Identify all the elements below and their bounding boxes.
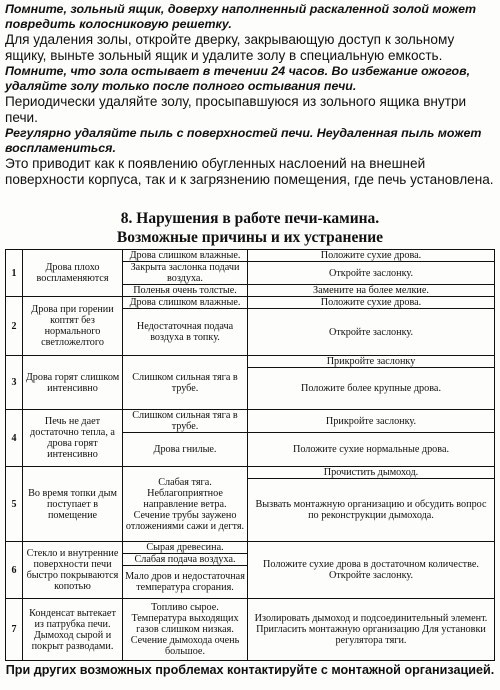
- table-row: [6, 250, 495, 262]
- remedy-cell: Положите сухие нормальные дрова.: [248, 433, 495, 467]
- remedy-cell: Замените на более мелкие.: [248, 285, 495, 297]
- cause-cell: Слишком сильная тяга в трубе.: [123, 410, 248, 433]
- cause-cell: Поленья очень толстые.: [123, 285, 248, 297]
- remedy-cell: Положите сухие дрова в достаточном количестве. Откройте заслонку.: [248, 542, 495, 599]
- table-row: [6, 356, 495, 368]
- remedy-cell: Прикройте заслонку.: [248, 410, 495, 433]
- row-number: 5: [6, 467, 23, 542]
- remedy-cell: Откройте заслонку.: [248, 262, 495, 285]
- intro-paragraph: Помните, что зола остывает в течении 24 часов. Во избежание ожогов, удаляйте золу только после полного остывания печи.: [5, 64, 471, 93]
- intro-paragraph: Регулярно удаляйте пыль с поверхностей печи. Неудаленная пыль может воспламениться.: [5, 126, 482, 155]
- problem-cell: Конденсат вытекает из патрубка печи. Дымоход сырой и покрыт разводами.: [23, 599, 123, 661]
- section-title-line: 8. Нарушения в работе печи-камина.: [120, 210, 380, 227]
- row-number: 6: [6, 542, 23, 599]
- problem-cell: Стекло и внутренние поверхности печи быстро покрываются копотью: [23, 542, 123, 599]
- cause-cell: Мало дров и недостаточная температура сгорания.: [123, 566, 248, 599]
- cause-cell: Дрова слишком влажные.: [123, 250, 248, 262]
- row-number: 4: [6, 410, 23, 467]
- cause-cell: Дрова слишком влажные.: [123, 297, 248, 309]
- cause-cell: Недостаточная подача воздуха в топку.: [123, 309, 248, 356]
- problem-cell: Дрова при горении коптят без нормального светложелтого: [23, 297, 123, 356]
- intro-paragraph: Для удаления золы, откройте дверку, закрывающую доступ к зольному ящику, выньте зольный ящик и удалите золу в специальную емкость.: [5, 32, 455, 63]
- remedy-cell: Изолировать дымоход и подсоединительный элемент. Пригласить монтажную организацию Для установки регулятора тяги.: [248, 599, 495, 661]
- remedy-cell: Прочистить дымоход.: [248, 467, 495, 479]
- row-number: 1: [6, 250, 23, 297]
- remedy-cell: Положите сухие дрова.: [248, 297, 495, 309]
- row-number: 2: [6, 297, 23, 356]
- table-row: [6, 467, 495, 479]
- remedy-cell: Положите сухие дрова.: [248, 250, 495, 262]
- section-title: [0, 209, 500, 247]
- intro-text: [5, 2, 495, 188]
- table-row: [6, 599, 495, 661]
- remedy-cell: Откройте заслонку.: [248, 309, 495, 356]
- remedy-cell: Положите более крупные дрова.: [248, 368, 495, 410]
- table-row: [6, 410, 495, 433]
- table-row: [6, 542, 495, 554]
- intro-paragraph: Помните, зольный ящик, доверху наполненный раскаленной золой может повредить колосниковую решетку.: [5, 2, 477, 31]
- section-title-subline: Возможные причины и их устранение: [116, 229, 384, 246]
- problem-cell: Во время топки дым поступает в помещение: [23, 467, 123, 542]
- intro-paragraph: Это приводит как к появлению обугленных наслоений на внешней поверхности корпуса, так и к загрязнению помещения, где печь установлена.: [5, 156, 494, 187]
- cause-cell: Сырая древесина.: [123, 542, 248, 554]
- cause-cell: Дрова гнилые.: [123, 433, 248, 467]
- row-number: 3: [6, 356, 23, 410]
- cause-cell: Слабая подача воздуха.: [123, 554, 248, 566]
- table-row: [6, 297, 495, 309]
- cause-cell: Слишком сильная тяга в трубе.: [123, 356, 248, 410]
- problem-cell: Дрова горят слишком интенсивно: [23, 356, 123, 410]
- cause-cell: Слабая тяга. Неблагоприятное направление ветра. Сечение трубы заужено отложениями сажи и дегтя.: [123, 467, 248, 542]
- footer-note: При других возможных проблемах контактируйте с монтажной организацией.: [5, 663, 495, 677]
- cause-cell: Закрыта заслонка подачи воздуха.: [123, 262, 248, 285]
- problem-cell: Дрова плохо воспламеняются: [23, 250, 123, 297]
- problem-cell: Печь не дает достаточно тепла, а дрова горят интенсивно: [23, 410, 123, 467]
- row-number: 7: [6, 599, 23, 661]
- cause-cell: Топливо сырое. Температура выходящих газов слишком низкая. Сечение дымохода очень большое.: [123, 599, 248, 661]
- troubleshooting-table: [5, 249, 495, 661]
- remedy-cell: Вызвать монтажную организацию и обсудить вопрос по реконструкции дымохода.: [248, 479, 495, 542]
- intro-paragraph: Периодически удаляйте золу, просыпавшуюся из зольного ящика внутри печи.: [5, 94, 467, 125]
- remedy-cell: Прикройте заслонку: [248, 356, 495, 368]
